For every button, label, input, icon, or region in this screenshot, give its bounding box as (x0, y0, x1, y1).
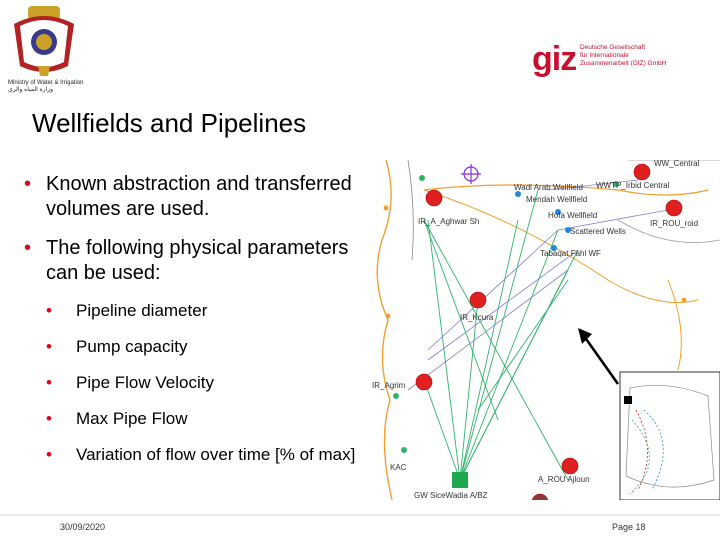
footer-divider (0, 514, 720, 516)
map-label: IR_ROU_roid (650, 219, 699, 228)
bullet-marker: • (46, 373, 52, 392)
map-label: WW_Central (654, 160, 700, 168)
junction-node (393, 393, 399, 399)
bullet-marker: • (46, 445, 52, 464)
bullet-marker: • (46, 409, 52, 428)
demand-node (426, 190, 442, 206)
map-label: GW SiceWadia A/BZ (414, 491, 488, 500)
map-label: WWTP_Irbid Central (596, 181, 670, 190)
giz-name-line: Deutsche Gesellschaft (580, 44, 646, 51)
sub-bullet-text: Max Pipe Flow (76, 409, 188, 428)
sub-bullet-text: Pump capacity (76, 337, 188, 356)
bullet-marker: • (46, 301, 52, 320)
bullet-marker: • (24, 173, 32, 195)
network-map (368, 160, 720, 500)
footer-date: 30/09/2020 (60, 522, 106, 532)
bullet-text: Known abstraction and transferred volumes are used. (46, 173, 352, 220)
sub-bullet-item (46, 336, 378, 358)
demand-node (666, 200, 682, 216)
sub-bullet-item (46, 372, 378, 394)
sub-bullet-text: Pipeline diameter (76, 301, 208, 320)
bullet-marker: • (46, 337, 52, 356)
map-label: Mendah Wellfield (526, 195, 588, 204)
inset-map (620, 372, 720, 500)
page-number: Page 18 (612, 522, 646, 532)
bullet-list (18, 172, 378, 480)
map-label: Tabaqat Fahl WF (540, 249, 601, 258)
map-label: KAC (390, 463, 407, 472)
sub-bullet-text: Pipe Flow Velocity (76, 373, 214, 392)
slide-title: Wellfields and Pipelines (32, 108, 307, 138)
river-node (386, 314, 391, 319)
river-node (384, 206, 389, 211)
ministry-name-english: Ministry of Water & Irrigation (8, 80, 84, 86)
footer (0, 514, 720, 540)
ministry-name-arabic: وزارة المياه والري (8, 87, 53, 93)
sub-bullet-text: Variation of flow over time [% of max] (76, 445, 356, 464)
bullet-item (18, 236, 378, 286)
ministry-name (8, 80, 88, 94)
map-label: Hofa Wellfield (548, 211, 598, 220)
sub-bullet-item (46, 444, 378, 466)
giz-logo (532, 40, 667, 79)
map-label: IR_A_Aghwar Sh (418, 217, 480, 226)
sub-bullet-item (46, 300, 378, 322)
demand-node (634, 164, 650, 180)
jordan-emblem-icon (8, 4, 80, 78)
river-node (682, 298, 687, 303)
header (0, 0, 720, 100)
map-label: IR_Agrim (372, 381, 406, 390)
sub-bullet-item (46, 408, 378, 430)
map-label: A_ROU Ajloun (538, 475, 590, 484)
junction-node (401, 447, 407, 453)
demand-node (416, 374, 432, 390)
junction-node (419, 175, 425, 181)
giz-full-name (580, 44, 680, 68)
bullet-item (18, 172, 378, 222)
map-label: Scattered Wells (570, 227, 626, 236)
bullet-marker: • (24, 237, 32, 259)
map-label: IR_Kcura (460, 313, 494, 322)
giz-name-line: für Internationale (580, 52, 629, 59)
demand-node (562, 458, 578, 474)
bullet-text: The following physical parameters can be used: (46, 237, 349, 284)
demand-node (470, 292, 486, 308)
giz-wordmark: giz (532, 40, 577, 78)
giz-name-line: Zusammenarbeit (GIZ) GmbH (580, 60, 667, 67)
map-label: Wadi Arab Wellfield (514, 183, 583, 192)
source-node (452, 472, 468, 488)
